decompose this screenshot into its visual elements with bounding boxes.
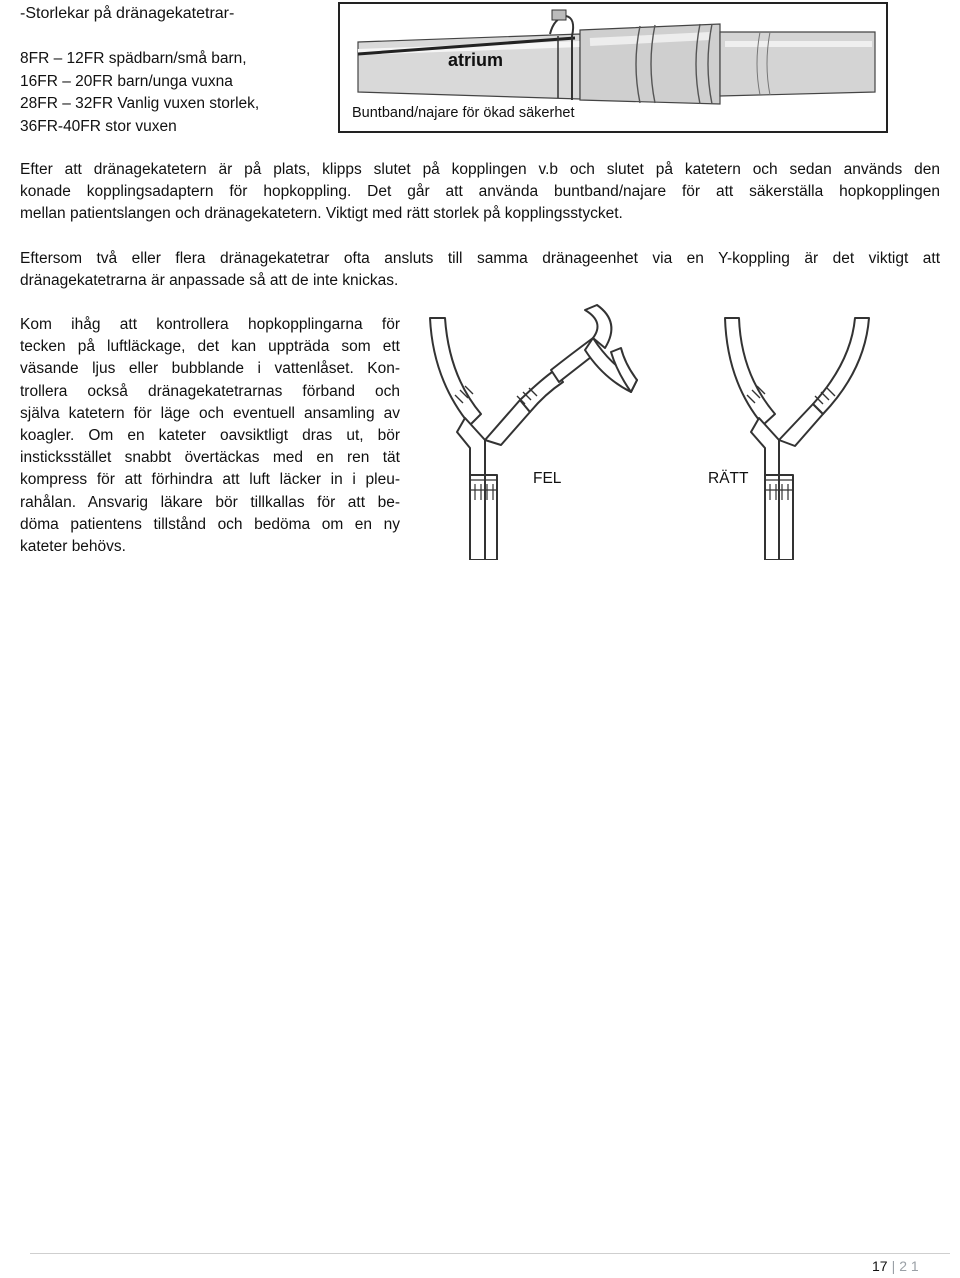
- size-line: 8FR – 12FR spädbarn/små barn,: [20, 50, 247, 67]
- text-line: koagler. Om en kateter oavsiktligt dras ut, bör: [20, 427, 400, 445]
- text-line: Efter att dränagekatetern är på plats, klipps slutet på kopplingen v.b och slutet på katetern och sedan används den: [20, 161, 940, 178]
- text-line: rahålan. Ansvarig läkare bör tillkallas för att be-: [20, 493, 400, 511]
- text-line: själva katetern för läge och eventuell ansamling av: [20, 404, 400, 422]
- catheter-size-list: [20, 48, 259, 138]
- size-line: 28FR – 32FR Vanlig vuxen storlek,: [20, 95, 260, 112]
- text-line: konade kopplingsadaptern för hopkoppling. Det går att använda buntband/najare för att säkerställa hopkopplingen: [20, 183, 940, 201]
- y-coupling-figure: [425, 300, 905, 560]
- text-line: kompress för att förhindra att luft läcker in i pleu-: [20, 471, 400, 489]
- text-line: insticksstället snabbt övertäckas med en ren tät: [20, 449, 400, 467]
- label-wrong: FEL: [533, 470, 562, 487]
- text-line: dränagekatetrarna är anpassade så att de inte knickas.: [20, 272, 399, 290]
- text-line: Eftersom två eller flera dränagekatetrar ofta ansluts till samma dränageenhet via en Y-koppling är det viktigt att: [20, 250, 940, 267]
- y-coupling-illustration: [425, 300, 905, 560]
- paragraph-leak-check: [20, 314, 400, 558]
- size-line: 16FR – 20FR barn/unga vuxna: [20, 72, 233, 90]
- text-line: trollera också dränagekatetrarnas förband och: [20, 382, 400, 400]
- size-line: 36FR-40FR stor vuxen: [20, 117, 177, 135]
- page-total-a: 2: [899, 1258, 908, 1274]
- tube-brand-label: atrium: [448, 50, 504, 70]
- tube-figure-caption: Buntband/najare för ökad säkerhet: [352, 105, 575, 121]
- paragraph-y-coupling: [20, 248, 940, 292]
- text-line: Kom ihåg att kontrollera hopkopplingarna för: [20, 316, 400, 333]
- text-line: tecken på luftläckage, det kan uppträda som ett: [20, 338, 400, 356]
- footer-separator: |: [891, 1258, 896, 1274]
- page-total-b: 1: [910, 1258, 919, 1274]
- text-line: kateter behövs.: [20, 538, 126, 556]
- text-line: väsande ljus eller bubblande i vattenlåset. Kon-: [20, 360, 400, 378]
- page-footer: [872, 1258, 919, 1274]
- page-number: 17: [872, 1258, 888, 1274]
- label-right: RÄTT: [708, 470, 749, 487]
- text-line: mellan patientslangen och dränagekatetern. Viktigt med rätt storlek på kopplingsstycket.: [20, 205, 623, 223]
- footer-divider: [30, 1253, 950, 1254]
- page-heading: -Storlekar på dränagekatetrar-: [20, 5, 235, 22]
- paragraph-connection: [20, 159, 940, 226]
- text-line: döma patientens tillstånd och bedöma om en ny: [20, 515, 400, 533]
